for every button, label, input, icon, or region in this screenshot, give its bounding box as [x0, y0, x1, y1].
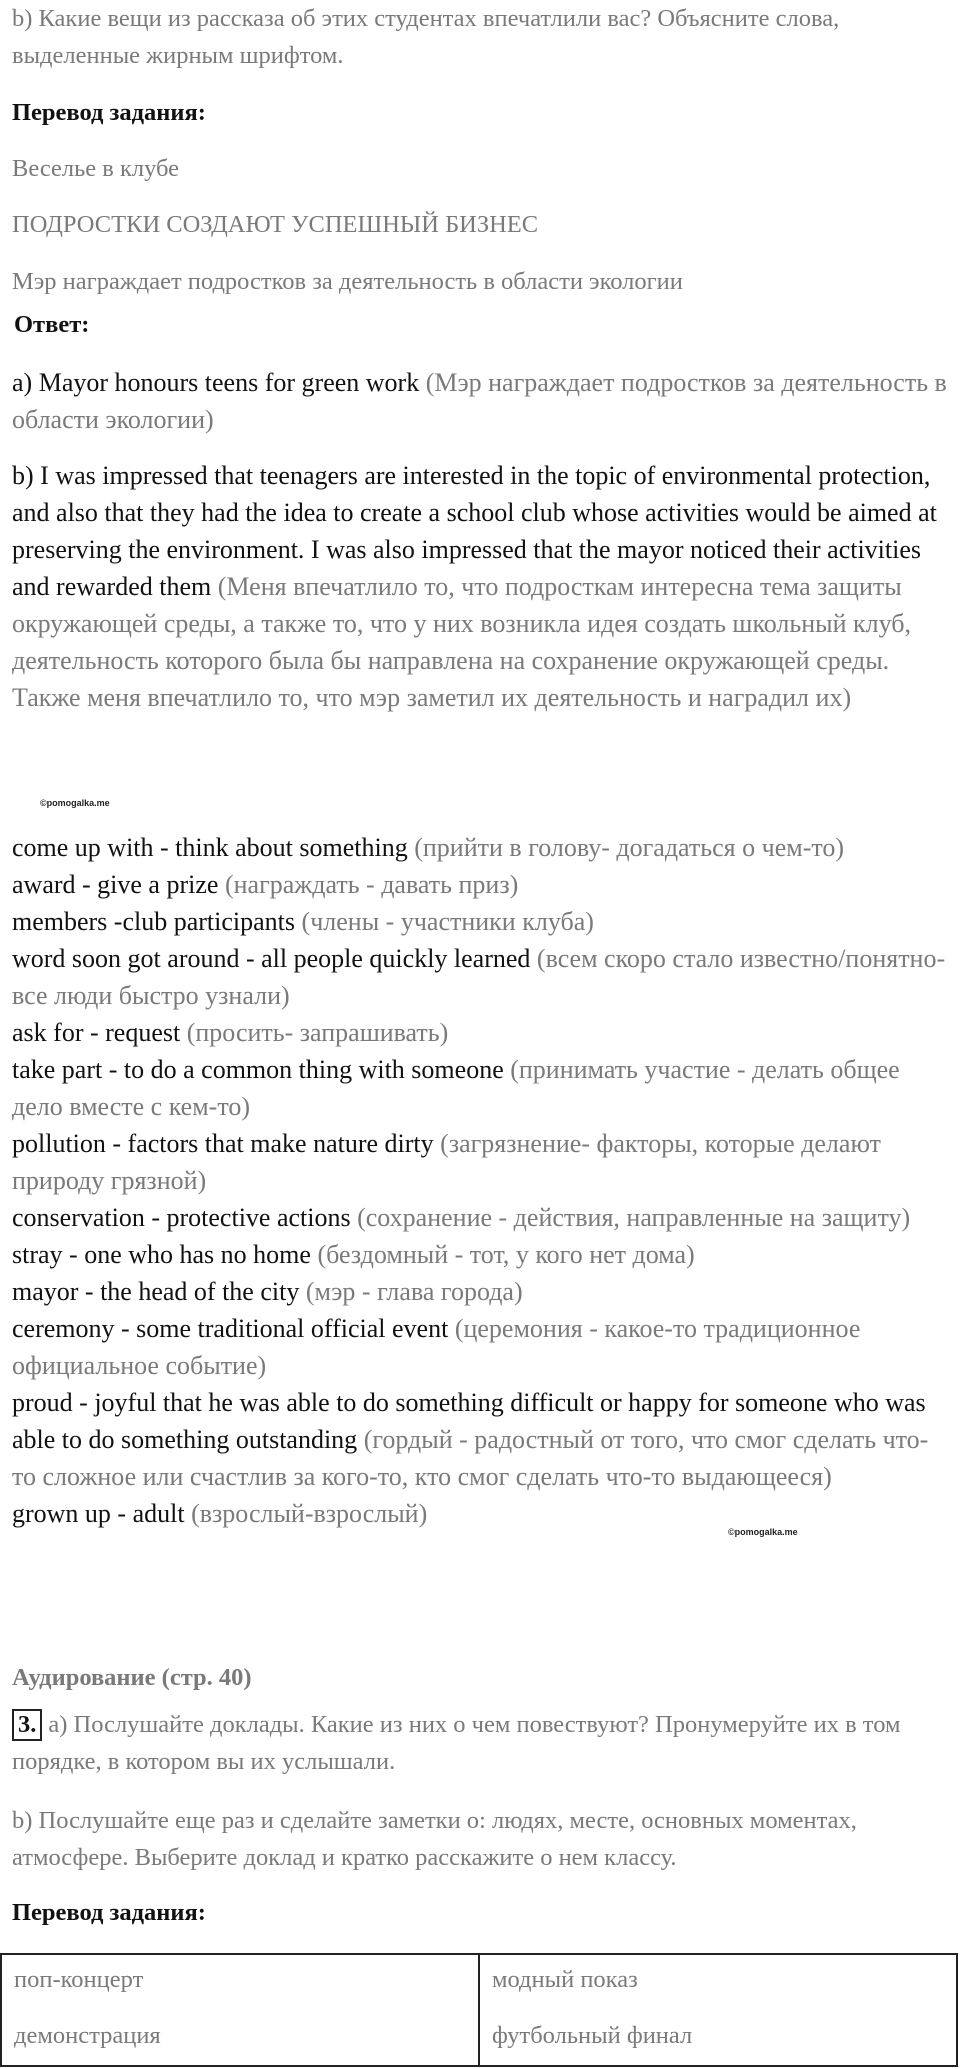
translation-heading-2: Перевод задания:: [12, 1899, 206, 1926]
vocab-item: proud - joyful that he was able to do something difficult or happy for someone who was able to do something outstanding (гордый - радостный от того, что смог сделать что-то сложное или счастлив за кого-то, кто смог сделать что-то выдающееся): [12, 1388, 929, 1491]
listening-heading: Аудирование (стр. 40): [12, 1664, 252, 1691]
listening-task-a-text: a) Послушайте доклады. Какие из них о чем повествуют? Пронумеруйте их в том порядке, в котором вы их услышали.: [12, 1711, 901, 1775]
answer-a-russian: (Мэр награждает подростков за деятельность в области экологии): [12, 368, 947, 434]
vocab-item: award - give a prize (награждать - давать приз): [12, 870, 519, 899]
vocab-item: grown up - adult (взрослый-взрослый): [12, 1499, 428, 1528]
translation-line-1: Веселье в клубе: [12, 155, 180, 182]
table-cell: [1, 1954, 479, 2066]
translation-heading: Перевод задания:: [12, 99, 206, 126]
exercise-number-badge: 3.: [12, 1709, 42, 1741]
table-item: поп-концерт: [14, 1966, 144, 1993]
answer-b-english: b) I was impressed that teenagers are interested in the topic of environmental protection, and also that they had the idea to create a school club whose activities would be aimed at preserving the environment. I was also impressed that the mayor noticed their activities and rewarded them: [12, 461, 937, 601]
vocab-item: word soon got around - all people quickly learned (всем скоро стало известно/понятно- все люди быстро узнали): [12, 944, 946, 1010]
vocab-item: conservation - protective actions (сохранение - действия, направленные на защиту): [12, 1203, 911, 1232]
answer-a-english: a) Mayor honours teens for green work: [12, 368, 420, 397]
vocab-item: stray - one who has no home (бездомный - тот, у кого нет дома): [12, 1240, 695, 1269]
vocab-item: ask for - request (просить- запрашивать): [12, 1018, 449, 1047]
table-item: футбольный финал: [492, 2022, 693, 2049]
vocabulary-list: [12, 829, 952, 1532]
listening-task-b: b) Послушайте еще раз и сделайте заметки о: людях, месте, основных моментах, атмосфере. Выберите доклад и кратко расскажите о нем классу.: [12, 1807, 857, 1871]
vocab-item: come up with - think about something (прийти в голову- догадаться о чем-то): [12, 833, 845, 862]
translation-line-2: ПОДРОСТКИ СОЗДАЮТ УСПЕШНЫЙ БИЗНЕС: [12, 211, 539, 238]
table-item: модный показ: [492, 1966, 638, 1993]
watermark-top: ©pomogalka.me: [40, 798, 110, 808]
watermark-bottom: ©pomogalka.me: [728, 1527, 798, 1537]
vocab-item: pollution - factors that make nature dirty (загрязнение- факторы, которые делают природу грязной): [12, 1129, 881, 1195]
table-cell: [479, 1954, 957, 2066]
translation-table: [0, 1953, 958, 2067]
vocab-item: ceremony - some traditional official event (церемония - какое-то традиционное официальное событие): [12, 1314, 861, 1380]
vocab-item: mayor - the head of the city (мэр - глава города): [12, 1277, 523, 1306]
task-part-b: b) Какие вещи из рассказа об этих студентах впечатлили вас? Объясните слова, выделенные жирным шрифтом.: [12, 5, 840, 69]
vocab-item: members -club participants (члены - участники клуба): [12, 907, 594, 936]
table-item: демонстрация: [14, 2022, 161, 2049]
vocab-item: take part - to do a common thing with someone (принимать участие - делать общее дело вместе с кем-то): [12, 1055, 900, 1121]
answer-a: [12, 364, 952, 438]
listening-task-a: [12, 1706, 952, 1780]
answer-b-russian: (Меня впечатлило то, что подросткам интересна тема защиты окружающей среды, а также то, что у них возникла идея создать школьный клуб, деятельность которого была бы направлена на сохранение окружающей среды. Также меня впечатлило то, что мэр заметил их деятельность и наградил их): [12, 572, 912, 712]
answer-heading: Ответ:: [14, 311, 90, 338]
translation-line-3: Мэр награждает подростков за деятельность в области экологии: [12, 268, 683, 295]
answer-b: [12, 457, 952, 716]
